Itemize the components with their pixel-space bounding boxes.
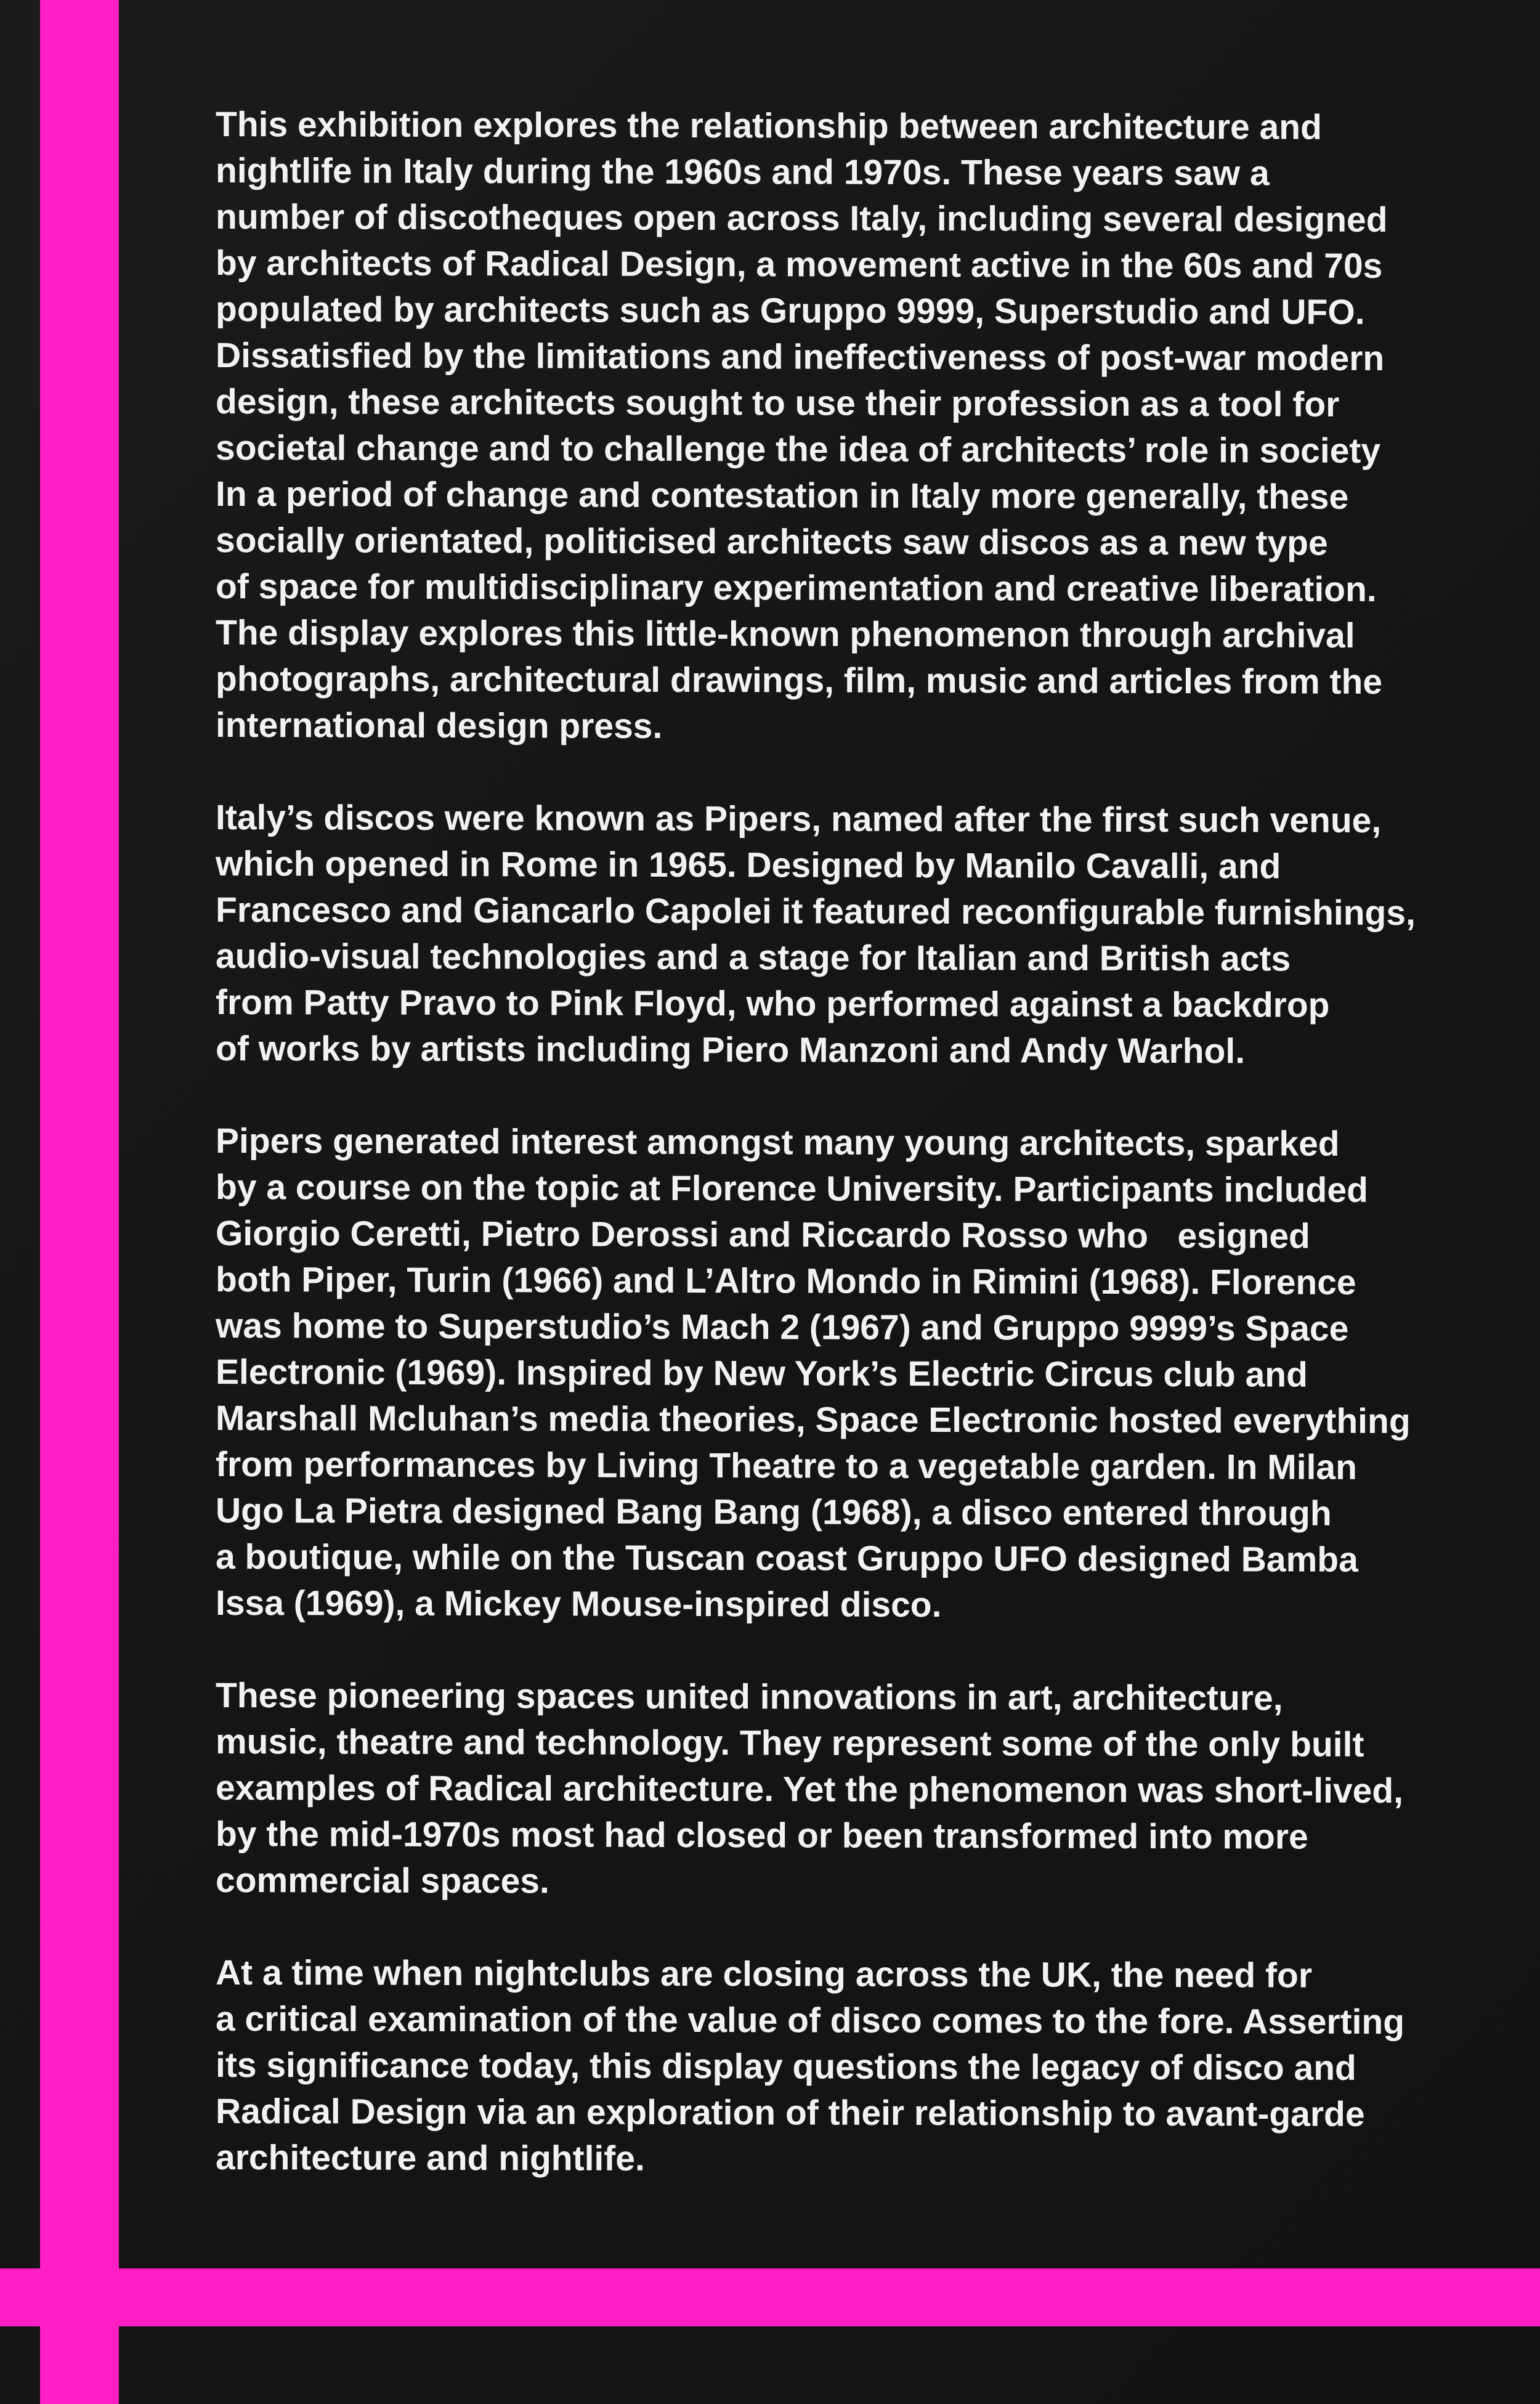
- text-line: by a course on the topic at Florence University. Participants included: [216, 1167, 1368, 1210]
- text-line: socially orientated, politicised architects saw discos as a new type: [216, 521, 1328, 563]
- text-line: from performances by Living Theatre to a vegetable garden. In Milan: [216, 1445, 1357, 1487]
- text-line: a critical examination of the value of disco comes to the fore. Asserting: [216, 1999, 1405, 2042]
- text-line: At a time when nightclubs are closing across the UK, the need for: [216, 1953, 1312, 1996]
- text-line: Dissatisfied by the limitations and ineffectiveness of post-war modern: [216, 336, 1385, 378]
- text-line: by architects of Radical Design, a movement active in the 60s and 70s: [216, 243, 1383, 286]
- text-line: Italy’s discos were known as Pipers, named after the first such venue,: [216, 798, 1382, 840]
- text-line: This exhibition explores the relationship between architecture and: [216, 105, 1322, 147]
- paragraph-pipers: [216, 795, 1448, 1075]
- text-line: Issa (1969), a Mickey Mouse-inspired disco.: [216, 1583, 942, 1625]
- text-line: architecture and nightlife.: [216, 2138, 645, 2179]
- text-line: These pioneering spaces united innovations in art, architecture,: [216, 1676, 1283, 1718]
- text-line: populated by architects such as Gruppo 9999, Superstudio and UFO.: [216, 290, 1365, 332]
- text-line: from Patty Pravo to Pink Floyd, who performed against a backdrop: [216, 983, 1330, 1025]
- paragraph-architects: [216, 1118, 1448, 1630]
- text-line: photographs, architectural drawings, film, music and articles from the: [216, 659, 1383, 702]
- text-line: nightlife in Italy during the 1960s and 1970s. These years saw a: [216, 151, 1270, 193]
- text-line: audio-visual technologies and a stage for Italian and British acts: [216, 936, 1291, 979]
- text-line: music, theatre and technology. They represent some of the only built: [216, 1722, 1364, 1764]
- text-line: societal change and to challenge the idea of architects’ role in society: [216, 428, 1381, 471]
- pink-vertical-stripe: [40, 0, 119, 2404]
- paragraph-intro: [216, 102, 1448, 752]
- text-line: examples of Radical architecture. Yet the phenomenon was short-lived,: [216, 1768, 1404, 1811]
- text-line: a boutique, while on the Tuscan coast Gruppo UFO designed Bamba: [216, 1537, 1358, 1580]
- paragraph-conclusion: [216, 1950, 1448, 2184]
- exhibition-text-panel: [216, 102, 1448, 2230]
- text-line: number of discotheques open across Italy, including several designed: [216, 197, 1388, 240]
- text-line: Giorgio Ceretti, Pietro Derossi and Riccardo Rosso who esigned: [216, 1214, 1310, 1256]
- text-line: Electronic (1969). Inspired by New York’s Electric Circus club and: [216, 1352, 1308, 1395]
- text-line: design, these architects sought to use their profession as a tool for: [216, 382, 1340, 424]
- text-line: was home to Superstudio’s Mach 2 (1967) and Gruppo 9999’s Space: [216, 1306, 1349, 1349]
- text-line: commercial spaces.: [216, 1861, 549, 1901]
- text-line: In a period of change and contestation in Italy more generally, these: [216, 474, 1349, 517]
- text-line: Francesco and Giancarlo Capolei it featured reconfigurable furnishings,: [216, 890, 1416, 933]
- paragraph-pioneering-spaces: [216, 1673, 1448, 1907]
- text-line: international design press.: [216, 705, 663, 746]
- text-line: its significance today, this display questions the legacy of disco and: [216, 2045, 1356, 2088]
- text-line: Radical Design via an exploration of their relationship to avant-garde: [216, 2092, 1365, 2134]
- text-line: Marshall Mcluhan’s media theories, Space Electronic hosted everything: [216, 1399, 1411, 1442]
- text-line: The display explores this little-known phenomenon through archival: [216, 613, 1355, 656]
- text-line: which opened in Rome in 1965. Designed by Manilo Cavalli, and: [216, 844, 1281, 887]
- text-line: Pipers generated interest amongst many young architects, sparked: [216, 1121, 1340, 1164]
- text-line: by the mid-1970s most had closed or been transformed into more: [216, 1814, 1308, 1857]
- text-line: of works by artists including Piero Manzoni and Andy Warhol.: [216, 1029, 1246, 1071]
- text-line: Ugo La Pietra designed Bang Bang (1968), a disco entered through: [216, 1491, 1332, 1533]
- pink-horizontal-stripe: [0, 2268, 1540, 2326]
- text-line: both Piper, Turin (1966) and L’Altro Mondo in Rimini (1968). Florence: [216, 1260, 1356, 1302]
- text-line: of space for multidisciplinary experimentation and creative liberation.: [216, 567, 1377, 609]
